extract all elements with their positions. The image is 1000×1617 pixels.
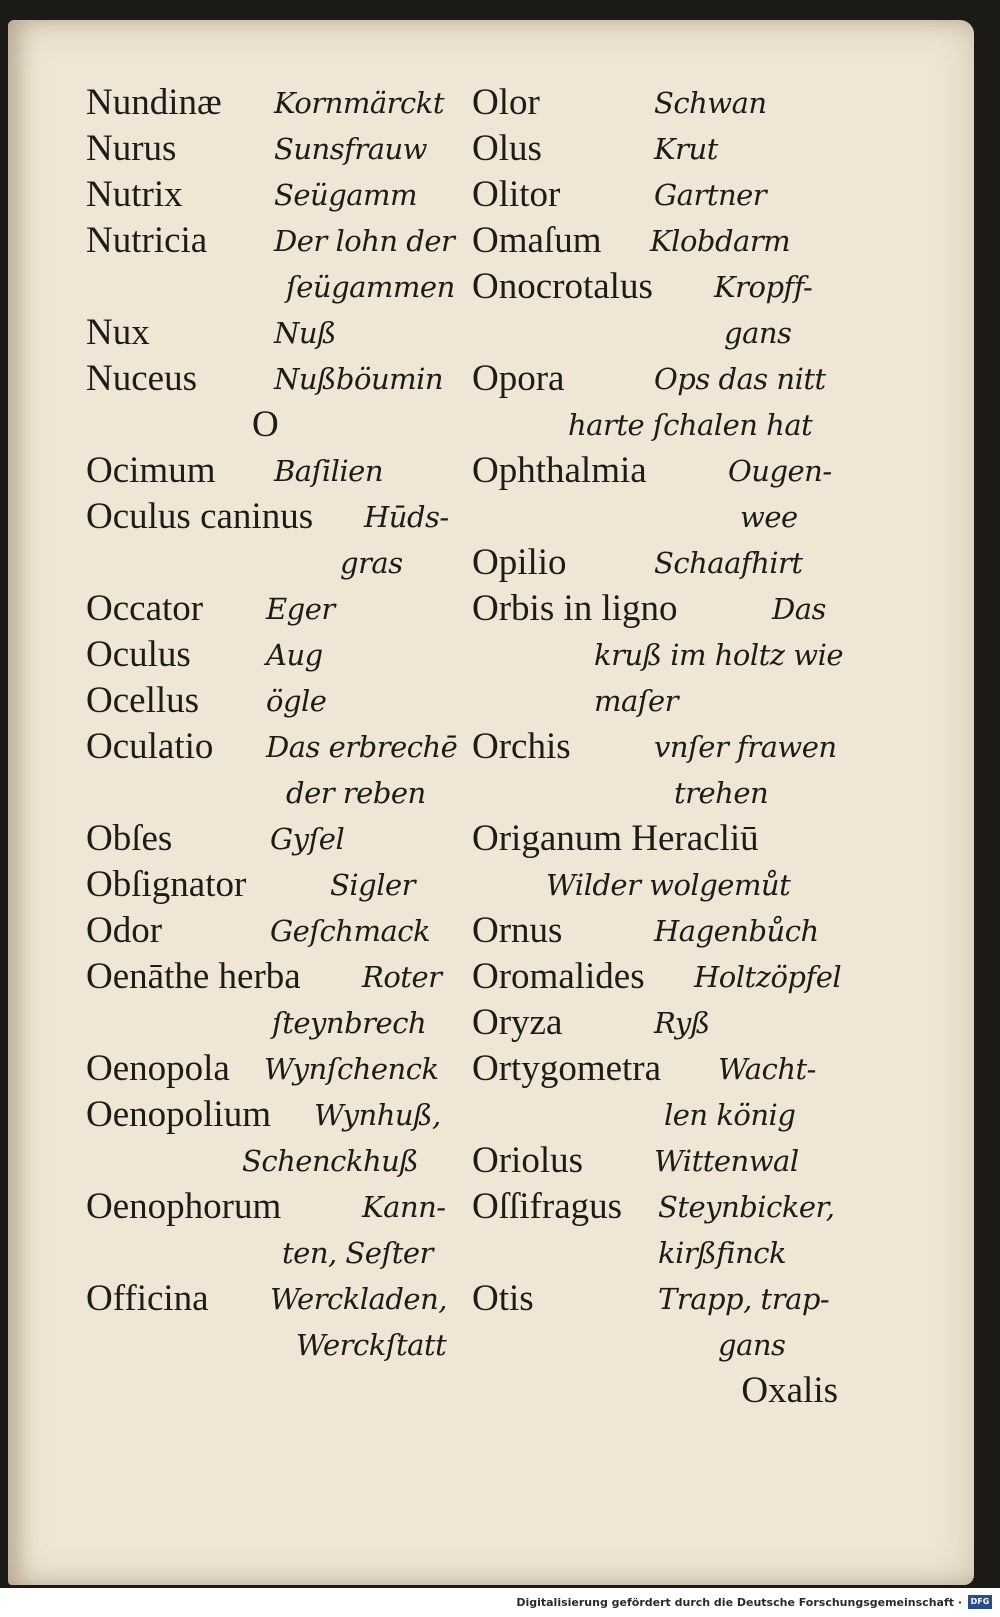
latin-term: Opilio — [472, 542, 567, 583]
entry-continuation — [472, 678, 882, 724]
entry-continuation — [472, 1230, 882, 1276]
entry-continuation — [86, 1138, 496, 1184]
latin-term: Oenāthe herba — [86, 956, 301, 997]
german-term: Gartner — [654, 178, 767, 212]
german-term-continuation: gras — [340, 546, 403, 580]
latin-term: Nuceus — [86, 358, 197, 399]
book-page — [8, 20, 974, 1585]
german-term: ögle — [266, 684, 327, 718]
entry-row — [86, 1092, 496, 1138]
german-term-continuation: der reben — [286, 776, 426, 810]
entry-row — [86, 954, 496, 1000]
german-term-continuation: kruß im holtz wie — [594, 638, 844, 672]
entry-row — [472, 1046, 882, 1092]
entry-continuation — [86, 264, 496, 310]
entry-continuation — [472, 494, 882, 540]
latin-term: Olor — [472, 82, 540, 123]
german-term-continuation: Schenckhuß — [242, 1144, 419, 1178]
german-term: Nuß — [274, 316, 336, 350]
latin-term: Otis — [472, 1278, 534, 1319]
german-term-continuation: kirßfinck — [658, 1236, 787, 1270]
left-column — [86, 80, 496, 1368]
entry-row — [472, 724, 882, 770]
entry-row — [472, 816, 882, 862]
german-term: Seügamm — [274, 178, 418, 212]
entry-row — [86, 816, 496, 862]
latin-term: Oculatio — [86, 726, 214, 767]
german-term-continuation: gans — [718, 1328, 786, 1362]
entry-row — [86, 218, 496, 264]
entry-row — [472, 1184, 882, 1230]
german-term: Krut — [654, 132, 718, 166]
entry-row — [472, 126, 882, 172]
entry-row — [86, 80, 496, 126]
latin-term: Nurus — [86, 128, 177, 169]
entry-continuation — [472, 1092, 882, 1138]
german-term: Wittenwal — [654, 1144, 799, 1178]
german-term-continuation: maſer — [594, 684, 679, 718]
entry-continuation — [86, 770, 496, 816]
catchword-row — [472, 1368, 882, 1414]
german-term: Gyſel — [270, 822, 345, 856]
german-term: Wacht- — [718, 1052, 816, 1086]
german-term: Hūds- — [364, 500, 449, 534]
latin-term: Ocimum — [86, 450, 216, 491]
entry-row — [472, 172, 882, 218]
german-term: Klobdarm — [650, 224, 791, 258]
german-term: Kann- — [362, 1190, 446, 1224]
entry-row — [472, 1000, 882, 1046]
german-term: Trapp, trap- — [658, 1282, 830, 1316]
latin-term: Oculus — [86, 634, 191, 675]
latin-term: Nux — [86, 312, 150, 353]
entry-row — [472, 356, 882, 402]
entry-row — [472, 448, 882, 494]
latin-term: Oenophorum — [86, 1186, 282, 1227]
latin-term: Origanum Heracliū — [472, 818, 759, 859]
footer-bar — [0, 1588, 1000, 1617]
german-term: Werckladen, — [270, 1282, 447, 1316]
german-term: Holtzöpfel — [694, 960, 842, 994]
latin-term: Orchis — [472, 726, 571, 767]
latin-term: Ophthalmia — [472, 450, 647, 491]
entry-row — [472, 1138, 882, 1184]
german-term: Ougen- — [728, 454, 832, 488]
german-term: Das — [772, 592, 826, 626]
german-term: Baſilien — [274, 454, 383, 488]
german-term: Wynhuß, — [314, 1098, 441, 1132]
entry-continuation — [472, 770, 882, 816]
german-term-continuation: ſteynbrech — [272, 1006, 427, 1040]
entry-continuation — [472, 632, 882, 678]
german-term: Schwan — [654, 86, 767, 120]
entry-row — [86, 1184, 496, 1230]
latin-term: Ornus — [472, 910, 563, 951]
entry-row — [472, 586, 882, 632]
entry-row — [472, 540, 882, 586]
latin-term: Oculus caninus — [86, 496, 314, 537]
german-term: Roter — [362, 960, 442, 994]
entry-continuation — [86, 1230, 496, 1276]
latin-term: Oryza — [472, 1002, 563, 1043]
entry-continuation — [472, 862, 882, 908]
entry-row — [472, 80, 882, 126]
entry-continuation — [86, 1000, 496, 1046]
german-term: Steynbicker, — [658, 1190, 835, 1224]
latin-term: Obſignator — [86, 864, 247, 905]
german-term: Nußböumin — [274, 362, 444, 396]
latin-term: Oromalides — [472, 956, 645, 997]
entry-row — [86, 448, 496, 494]
latin-term: Occator — [86, 588, 204, 629]
german-term: Sunsfrauw — [274, 132, 427, 166]
latin-term: Olus — [472, 128, 542, 169]
entry-row — [86, 678, 496, 724]
german-term: vnſer frawen — [654, 730, 837, 764]
latin-term: Ocellus — [86, 680, 200, 721]
german-term: Wynſchenck — [264, 1052, 439, 1086]
german-term: Eger — [266, 592, 335, 626]
latin-term: Oenopolium — [86, 1094, 271, 1135]
german-term: Sigler — [330, 868, 416, 902]
right-column — [472, 80, 882, 1414]
german-term-continuation: Wilder wolgemůt — [546, 868, 791, 902]
latin-term: Officina — [86, 1278, 209, 1319]
latin-term: Oſſifragus — [472, 1186, 623, 1227]
latin-term: Nutrix — [86, 174, 183, 215]
german-term: Der lohn der — [274, 224, 455, 258]
latin-term: Odor — [86, 910, 163, 951]
german-term-continuation: trehen — [674, 776, 769, 810]
entry-row — [472, 1276, 882, 1322]
german-term: Ryß — [654, 1006, 710, 1040]
latin-term: Orbis in ligno — [472, 588, 678, 629]
entry-row — [86, 172, 496, 218]
german-term-continuation: wee — [740, 500, 798, 534]
german-term: Kornmärckt — [274, 86, 445, 120]
latin-term: Olitor — [472, 174, 561, 215]
latin-term: Onocrotalus — [472, 266, 653, 307]
latin-term: Oenopola — [86, 1048, 230, 1089]
german-term-continuation: len könig — [664, 1098, 796, 1132]
section-letter: O — [252, 404, 279, 445]
entry-row — [86, 310, 496, 356]
entry-row — [86, 126, 496, 172]
entry-row — [472, 218, 882, 264]
entry-continuation — [86, 1322, 496, 1368]
german-term-continuation: Werckſtatt — [296, 1328, 447, 1362]
entry-continuation — [472, 310, 882, 356]
german-term: Aug — [266, 638, 323, 672]
german-term-continuation: gans — [724, 316, 792, 350]
entry-row — [86, 494, 496, 540]
footer-credit: Digitalisierung gefördert durch die Deutsche Forschungsgemeinschaft · — [516, 1596, 962, 1609]
german-term: Schaafhirt — [654, 546, 803, 580]
entry-row — [472, 954, 882, 1000]
latin-term: Nundinæ — [86, 82, 222, 123]
latin-term: Obſes — [86, 818, 173, 859]
german-term-continuation: harte ſchalen hat — [568, 408, 813, 442]
section-heading-row — [86, 402, 496, 448]
entry-row — [86, 356, 496, 402]
latin-term: Ortygometra — [472, 1048, 662, 1089]
catchword: Oxalis — [741, 1370, 838, 1411]
entry-row — [86, 1276, 496, 1322]
german-term: Kropff- — [714, 270, 813, 304]
entry-continuation — [472, 402, 882, 448]
entry-continuation — [472, 1322, 882, 1368]
german-term: Geſchmack — [270, 914, 431, 948]
german-term: Hagenbůch — [654, 914, 819, 948]
dfg-logo: DFG — [968, 1595, 992, 1609]
entry-row — [472, 264, 882, 310]
entry-row — [86, 908, 496, 954]
entry-row — [472, 908, 882, 954]
entry-row — [86, 724, 496, 770]
german-term: Ops das nitt — [654, 362, 826, 396]
german-term: Das erbrechē — [266, 730, 458, 764]
entry-row — [86, 1046, 496, 1092]
entry-row — [86, 632, 496, 678]
latin-term: Nutricia — [86, 220, 208, 261]
latin-term: Omaſum — [472, 220, 602, 261]
german-term-continuation: ten, Seſter — [282, 1236, 433, 1270]
latin-term: Oriolus — [472, 1140, 583, 1181]
latin-term: Opora — [472, 358, 565, 399]
entry-row — [86, 862, 496, 908]
entry-row — [86, 586, 496, 632]
entry-continuation — [86, 540, 496, 586]
german-term-continuation: ſeügammen — [286, 270, 455, 304]
